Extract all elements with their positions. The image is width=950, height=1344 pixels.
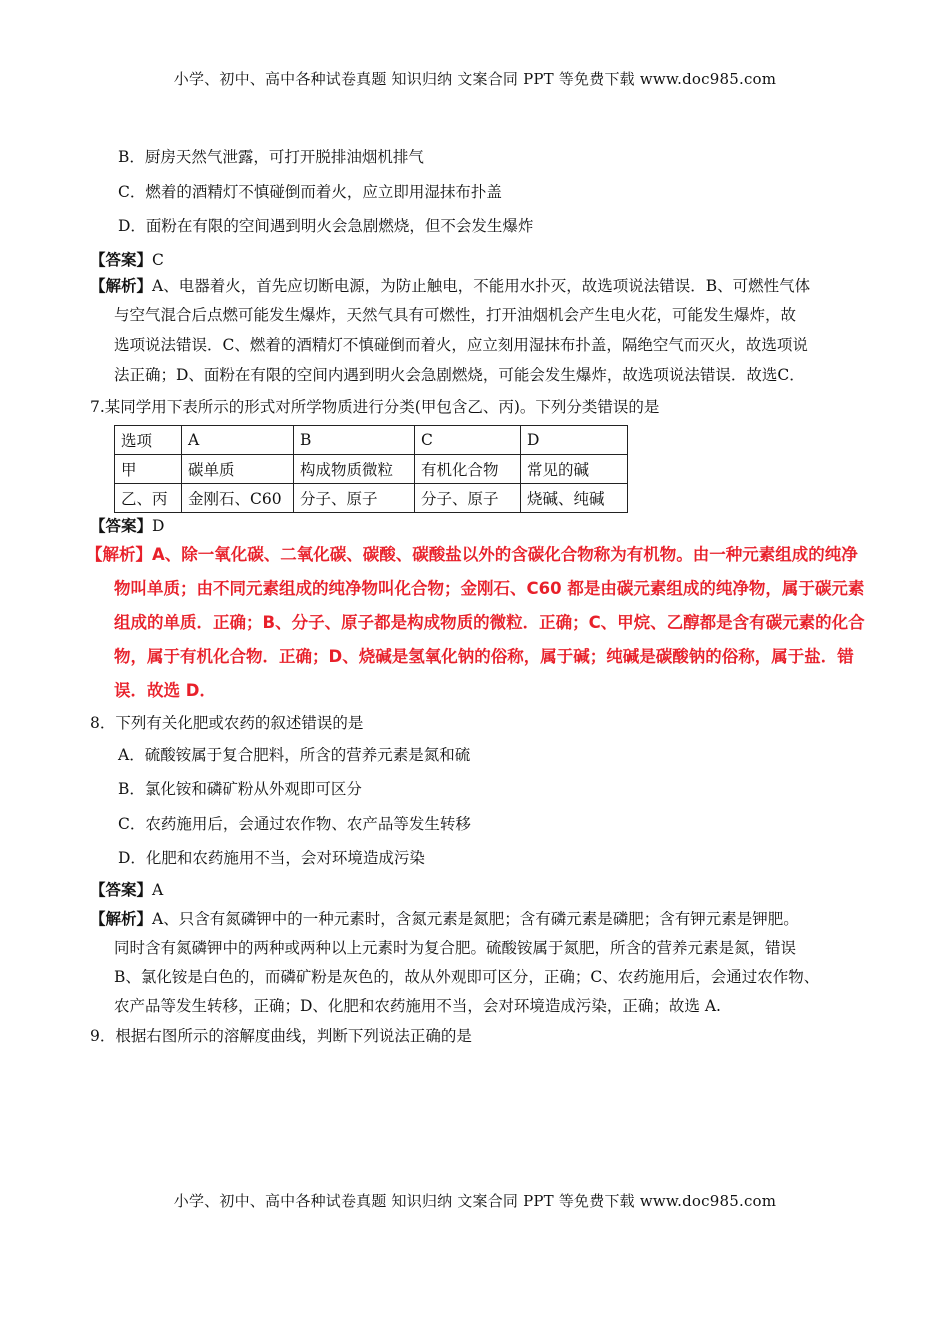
table-cell: 分子、原子 xyxy=(415,484,521,513)
page-footer: 小学、初中、高中各种试卷真题 知识归纳 文案合同 PPT 等免费下载 www.doc985.com xyxy=(173,1192,777,1210)
table-cell: D xyxy=(521,426,628,455)
q6-analysis-line-2: 与空气混合后点燃可能发生爆炸，天然气具有可燃性，打开油烟机会产生电火花，可能发生爆炸，故 xyxy=(114,306,797,324)
q6-option-b: B．厨房天然气泄露，可打开脱排油烟机排气 xyxy=(118,148,424,166)
q8-analysis-line-1 xyxy=(90,909,799,929)
answer-tag: 【答案】 xyxy=(90,880,153,899)
classification-table xyxy=(114,425,628,513)
q7-stem: 7.某同学用下表所示的形式对所学物质进行分类(甲包含乙、丙)。下列分类错误的是 xyxy=(90,398,660,416)
analysis-tag: 【解析】 xyxy=(86,545,152,564)
q8-option-a: A．硫酸铵属于复合肥料，所含的营养元素是氮和硫 xyxy=(118,746,471,764)
q6-option-c: C．燃着的酒精灯不慎碰倒而着火，应立即用湿抹布扑盖 xyxy=(118,183,502,201)
answer-tag: 【答案】 xyxy=(90,516,153,535)
answer-value: A xyxy=(152,881,164,899)
q6-analysis-line-4: 法正确；D、面粉在有限的空间内遇到明火会急剧燃烧，可能会发生爆炸，故选项说法错误．故选C． xyxy=(114,366,805,384)
table-row xyxy=(115,455,628,484)
q9-stem: 9．根据右图所示的溶解度曲线，判断下列说法正确的是 xyxy=(90,1027,472,1045)
table-cell: 选项 xyxy=(115,426,182,455)
q8-option-c: C．农药施用后，会通过农作物、农产品等发生转移 xyxy=(118,815,471,833)
q7-analysis-line-3: 组成的单质．正确；B、分子、原子都是构成物质的微粒．正确；C、甲烷、乙醇都是含有碳元素的化合 xyxy=(114,613,865,632)
analysis-tag: 【解析】 xyxy=(90,276,153,295)
q7-analysis-line-4: 物，属于有机化合物．正确；D、烧碱是氢氧化钠的俗称，属于碱；纯碱是碳酸钠的俗称，属于盐．错 xyxy=(114,647,854,666)
table-row xyxy=(115,484,628,513)
q6-analysis-line-1 xyxy=(90,276,810,296)
q7-analysis-line-2: 物叫单质；由不同元素组成的纯净物叫化合物；金刚石、C60 都是由碳元素组成的纯净物，属于碳元素 xyxy=(114,579,865,598)
q8-option-b: B．氯化铵和磷矿粉从外观即可区分 xyxy=(118,780,362,798)
q7-analysis-line-5: 误．故选 D． xyxy=(114,681,216,700)
q6-answer xyxy=(90,250,164,270)
q6-option-d: D．面粉在有限的空间遇到明火会急剧燃烧，但不会发生爆炸 xyxy=(118,217,534,235)
analysis-text: A、除一氧化碳、二氧化碳、碳酸、碳酸盐以外的含碳化合物称为有机物。由一种元素组成的纯净 xyxy=(152,545,858,564)
table-cell: 乙、丙 xyxy=(115,484,182,513)
analysis-text: A、电器着火，首先应切断电源，为防止触电，不能用水扑灭，故选项说法错误．B、可燃性气体 xyxy=(152,277,811,295)
q8-answer xyxy=(90,880,163,900)
table-cell: B xyxy=(294,426,415,455)
q8-analysis-line-2: 同时含有氮磷钾中的两种或两种以上元素时为复合肥。硫酸铵属于氮肥，所含的营养元素是氮，错误 xyxy=(114,939,797,957)
analysis-text: A、只含有氮磷钾中的一种元素时，含氮元素是氮肥；含有磷元素是磷肥；含有钾元素是钾肥。 xyxy=(152,910,799,928)
answer-value: C xyxy=(152,251,164,269)
q6-analysis-line-3: 选项说法错误．C、燃着的酒精灯不慎碰倒而着火，应立刻用湿抹布扑盖，隔绝空气而灭火，故选项说 xyxy=(114,336,808,354)
q8-stem: 8．下列有关化肥或农药的叙述错误的是 xyxy=(90,714,364,732)
q7-analysis-line-1 xyxy=(86,545,858,565)
table-cell: 常见的碱 xyxy=(521,455,628,484)
answer-value: D xyxy=(152,517,165,535)
table-cell: 烧碱、纯碱 xyxy=(521,484,628,513)
table-row xyxy=(115,426,628,455)
q8-analysis-line-4: 农产品等发生转移，正确；D、化肥和农药施用不当，会对环境造成污染，正确；故选 A. xyxy=(114,997,721,1015)
q7-answer xyxy=(90,516,164,536)
page-header: 小学、初中、高中各种试卷真题 知识归纳 文案合同 PPT 等免费下载 www.doc985.com xyxy=(173,70,777,88)
q8-analysis-line-3: B、氯化铵是白色的，而磷矿粉是灰色的，故从外观即可区分，正确；C、农药施用后，会通过农作物、 xyxy=(114,968,820,986)
table-cell: 甲 xyxy=(115,455,182,484)
answer-tag: 【答案】 xyxy=(90,250,153,269)
q8-option-d: D．化肥和农药施用不当，会对环境造成污染 xyxy=(118,849,425,867)
table-cell: 碳单质 xyxy=(182,455,294,484)
table-cell: C xyxy=(415,426,521,455)
table-cell: 分子、原子 xyxy=(294,484,415,513)
analysis-tag: 【解析】 xyxy=(90,909,153,928)
table-cell: 有机化合物 xyxy=(415,455,521,484)
table-cell: 构成物质微粒 xyxy=(294,455,415,484)
table-cell: A xyxy=(182,426,294,455)
table-cell: 金刚石、C60 xyxy=(182,484,294,513)
